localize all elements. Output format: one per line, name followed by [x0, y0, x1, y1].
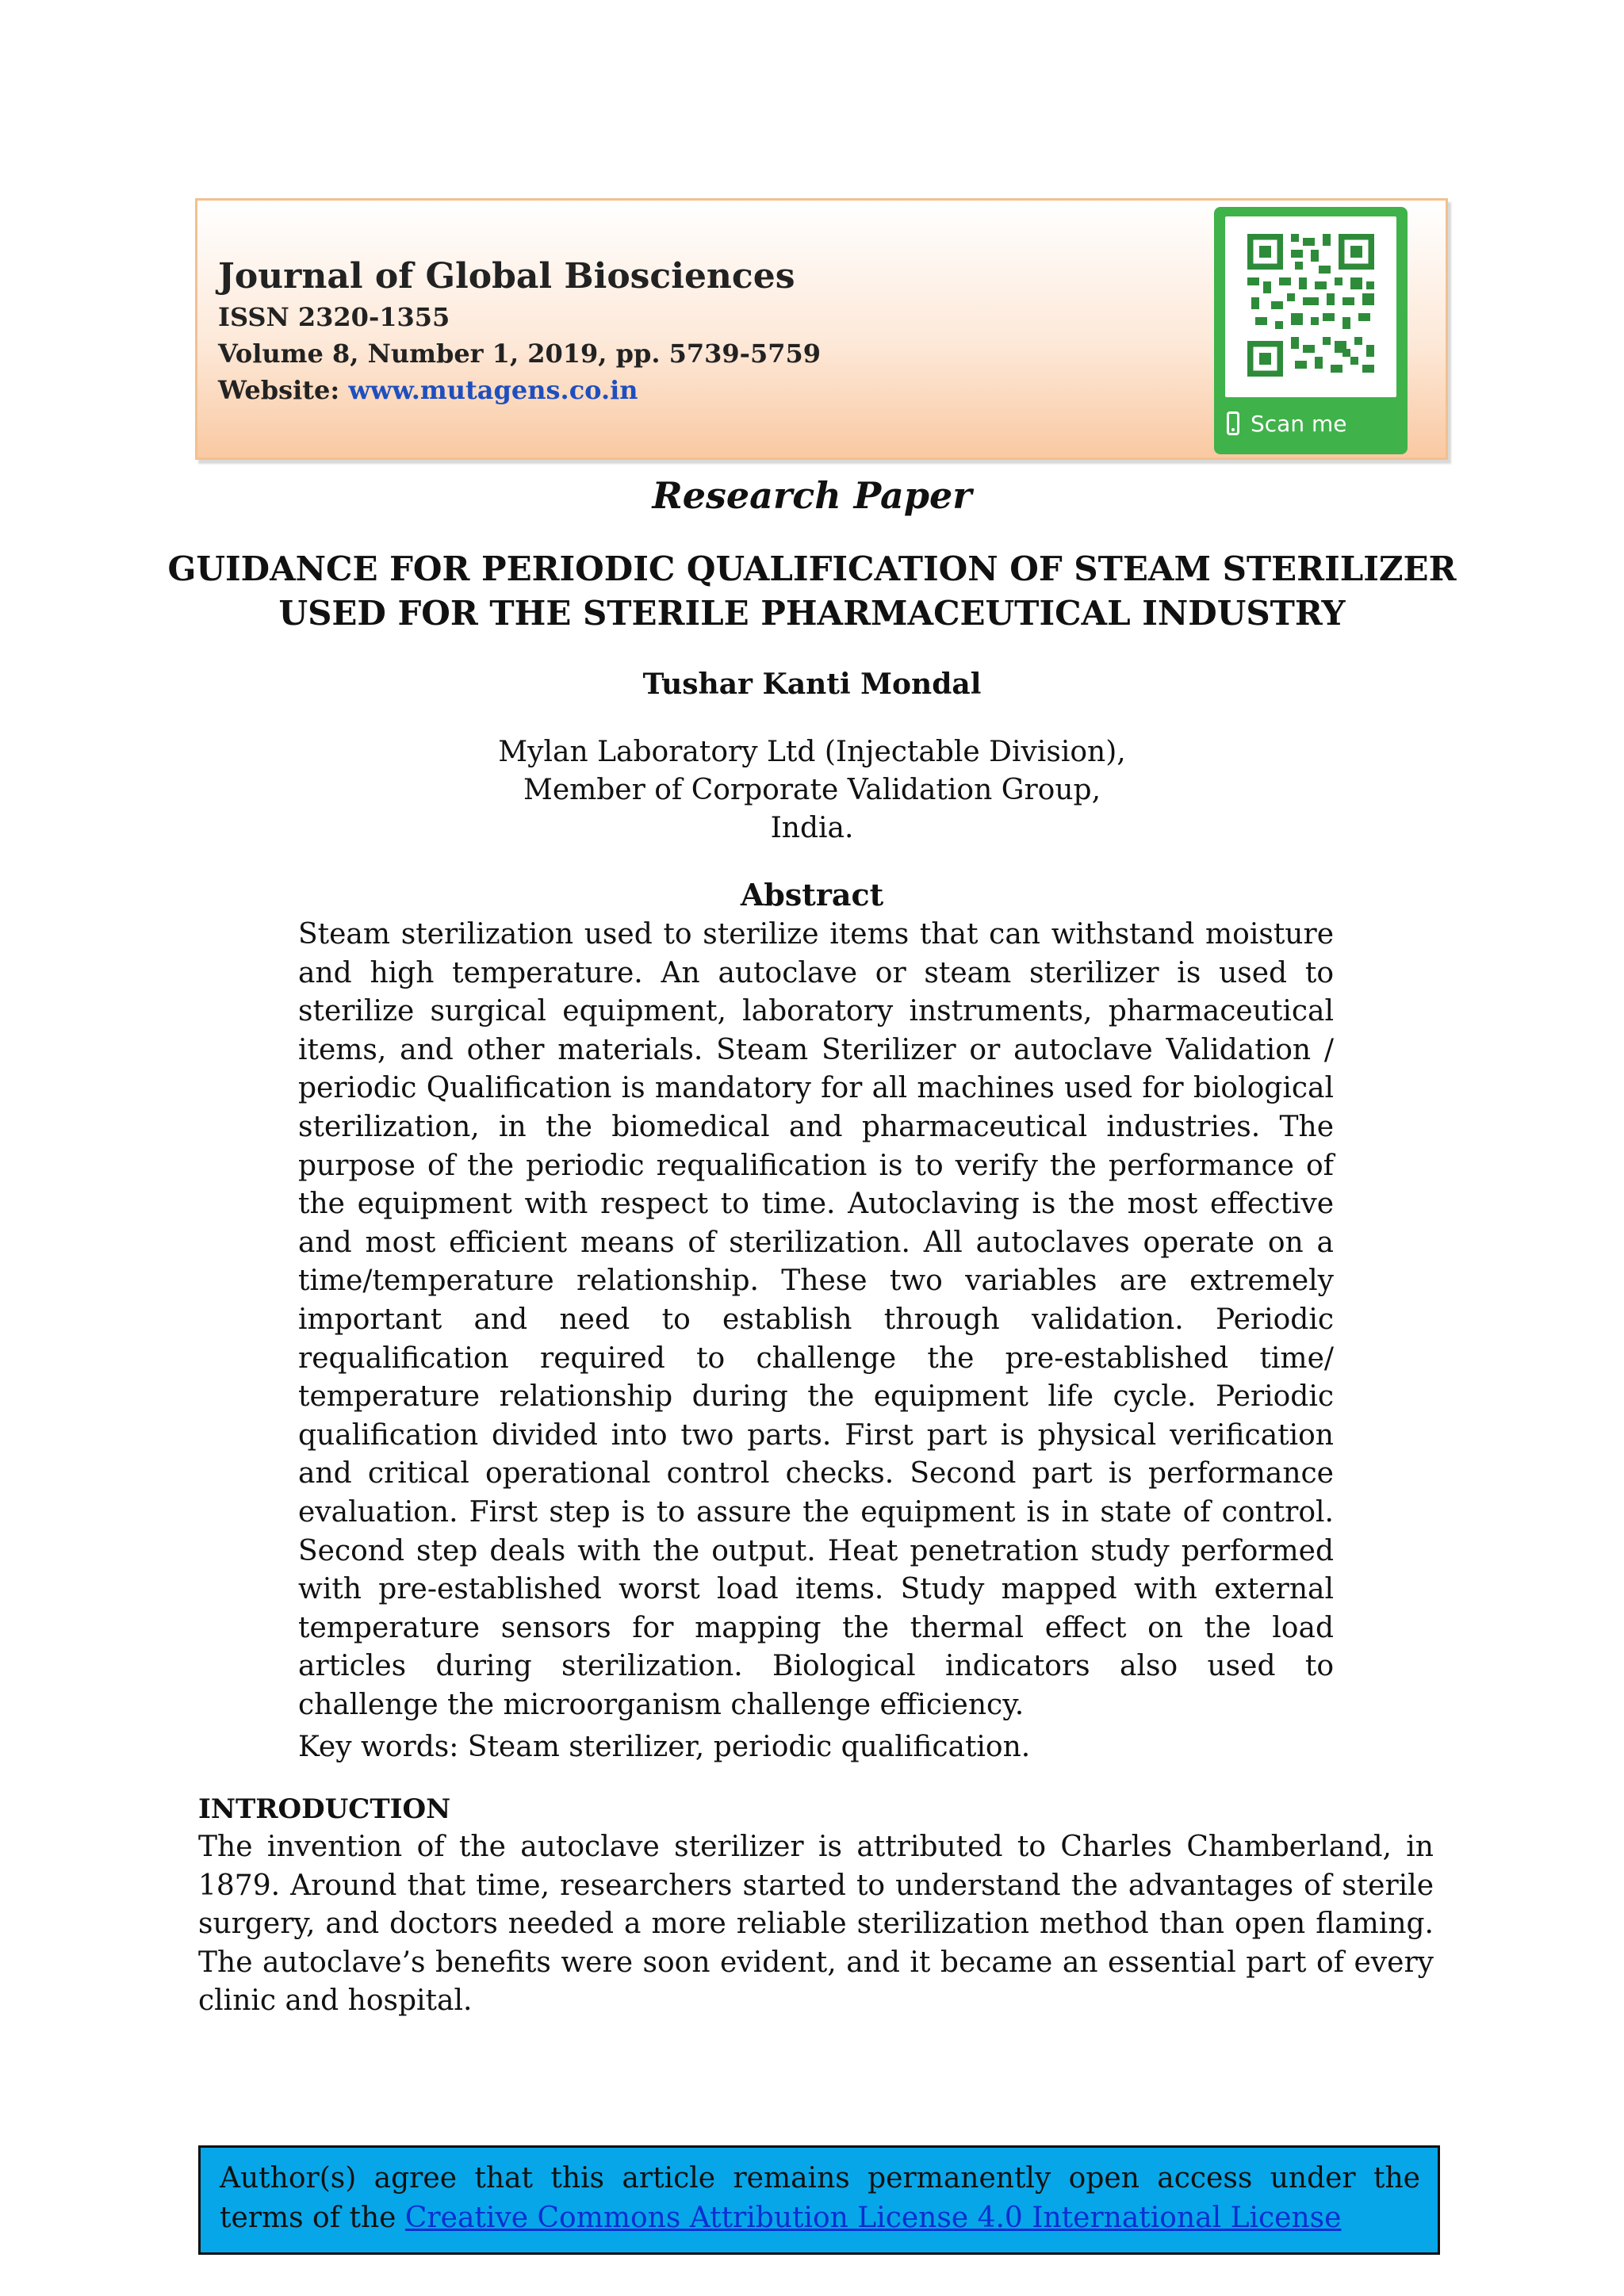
affiliation-line: Mylan Laboratory Ltd (Injectable Division),: [498, 736, 1126, 768]
abstract-heading: Abstract: [740, 877, 884, 913]
license-text: Author(s) agree that this article remains permanently open access under the terms of the: [220, 2162, 1420, 2234]
paper-title: [143, 547, 1481, 636]
website-label: Website:: [218, 375, 349, 405]
affiliation-line: India.: [770, 812, 854, 844]
journal-title: Journal of Global Biosciences: [218, 256, 795, 297]
scan-me-label: Scan me: [1251, 410, 1347, 437]
introduction-heading: INTRODUCTION: [198, 1793, 451, 1825]
affiliation-line: Member of Corporate Validation Group,: [523, 774, 1101, 806]
paper-type: Research Paper: [652, 474, 972, 517]
qr-code-icon: [1247, 234, 1374, 377]
website-link[interactable]: www.mutagens.co.in: [348, 375, 638, 405]
paper-title-line-1: GUIDANCE FOR PERIODIC QUALIFICATION OF STEAM STERILIZER: [167, 549, 1457, 588]
phone-icon: [1227, 411, 1239, 435]
author-name: Tushar Kanti Mondal: [642, 668, 982, 701]
qr-code-frame: [1225, 216, 1396, 397]
introduction-text: The invention of the autoclave sterilizer is attributed to Charles Chamberland, in 1879. Around that time, researchers started to understand the advantages of sterile surgery, and doctors needed a more reliable sterilization method than open flaming. The autoclave’s benefits were soon evident, and it became an essential part of every clinic and hospital.: [198, 1831, 1434, 2018]
volume-info: Volume 8, Number 1, 2019, pp. 5739-5759: [218, 339, 821, 369]
scan-me-row: [1227, 405, 1346, 442]
paper-title-line-2: USED FOR THE STERILE PHARMACEUTICAL INDUSTRY: [278, 594, 1346, 633]
license-notice: [198, 2145, 1440, 2255]
journal-header: [195, 198, 1448, 460]
abstract-text: Steam sterilization used to sterilize items that can withstand moisture and high temperature. An autoclave or steam sterilizer is used to sterilize surgical equipment, laboratory instruments, pharmaceutical items, and other materials. Steam Sterilizer or autoclave Validation / periodic Qualification is mandatory for all machines used for biological sterilization, in the biomedical and pharmaceutical industries. The purpose of the periodic requalification is to verify the performance of the equipment with respect to time. Autoclaving is the most effective and most efficient means of sterilization. All autoclaves operate on a time/temperature relationship. These two variables are extremely important and need to establish through validation. Periodic requalification required to challenge the pre-established time/ temperature relationship during the equipment life cycle. Periodic qualification divided into two parts. First part is physical verification and critical operational control checks. Second part is performance evaluation. First step is to assure the equipment is in state of control. Second step deals with the output. Heat penetration study performed with pre-established worst load items. Study mapped with external temperature sensors for mapping the thermal effect on the load articles during sterilization. Biological indicators also used to challenge the microorganism challenge efficiency.: [298, 918, 1334, 1721]
license-link[interactable]: Creative Commons Attribution License 4.0 International License: [404, 2202, 1342, 2234]
website-line: [218, 375, 638, 405]
issn: ISSN 2320-1355: [218, 302, 450, 332]
keywords: Key words: Steam sterilizer, periodic qualification.: [298, 1731, 1031, 1763]
author-affiliation: [0, 733, 1624, 848]
qr-card[interactable]: [1214, 207, 1408, 454]
